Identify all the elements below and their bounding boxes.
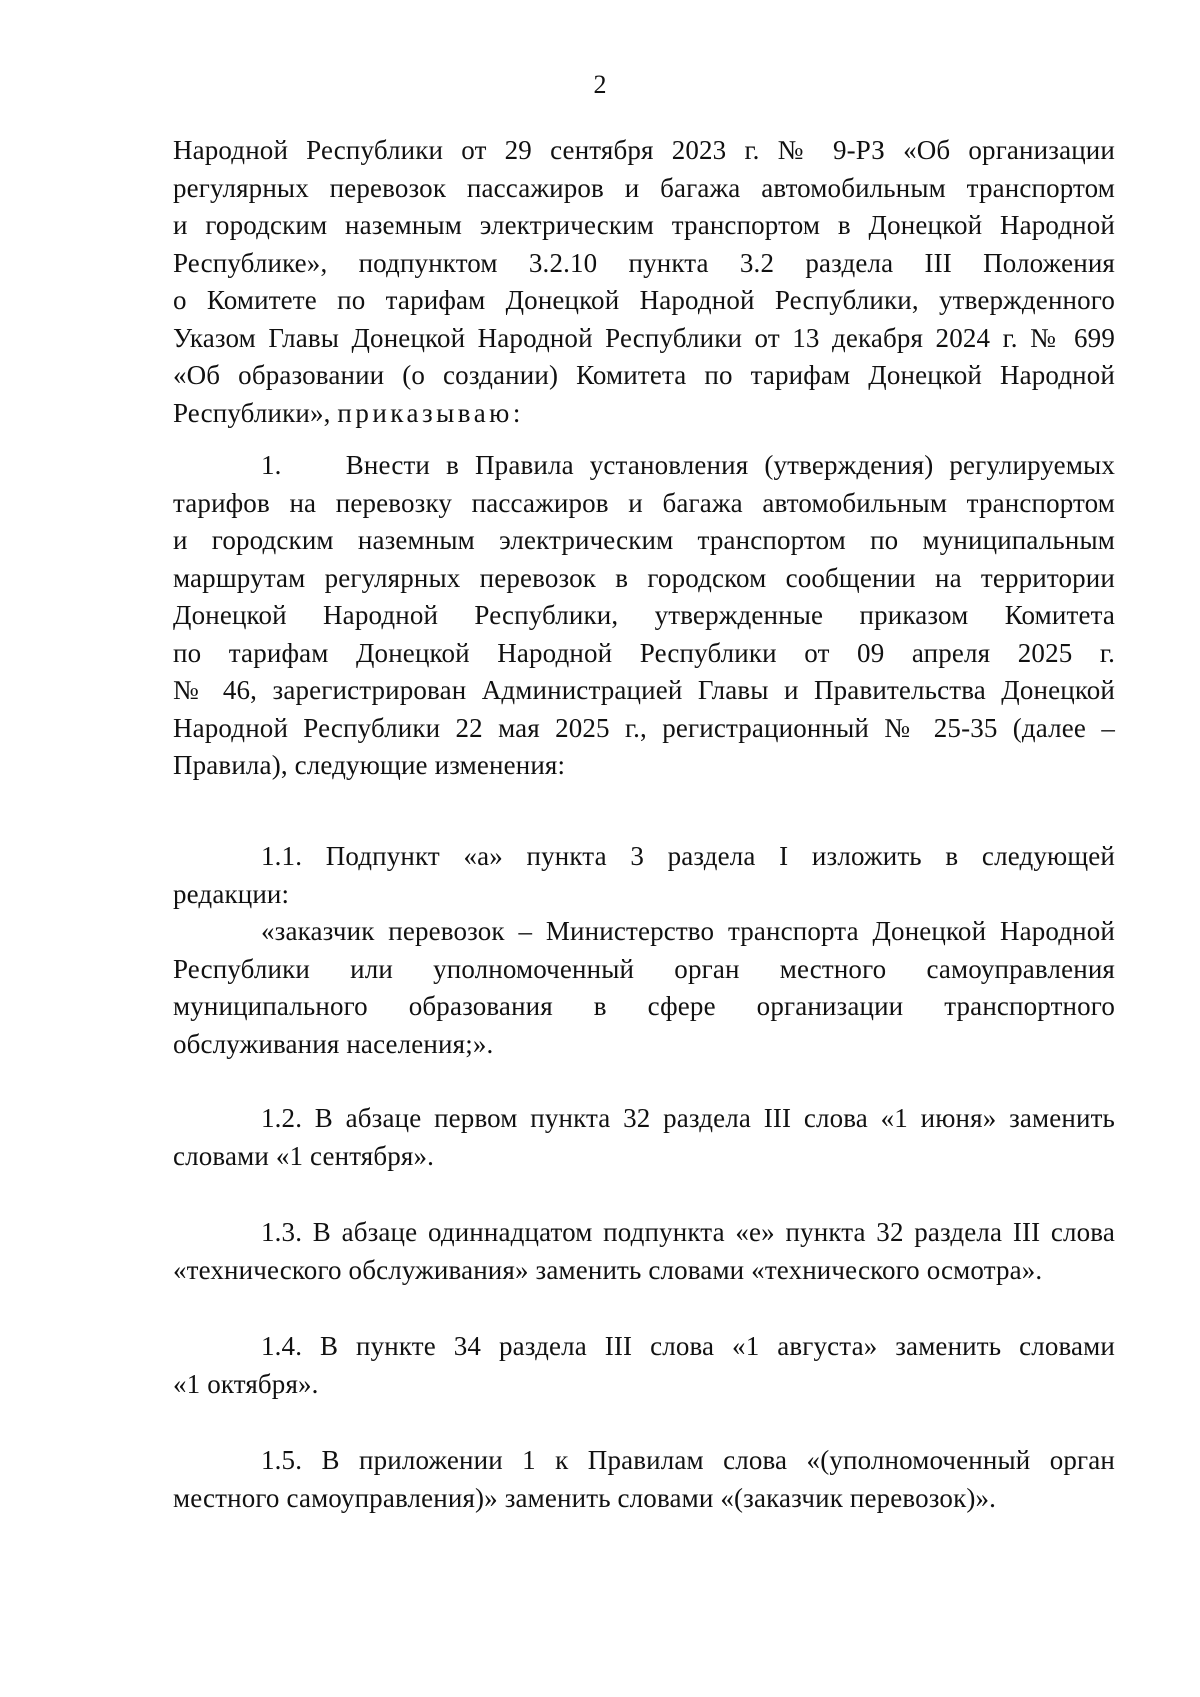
text-line: «1 октября». — [173, 1368, 319, 1399]
text-line: редакции: — [173, 878, 290, 909]
item-1-2-paragraph — [173, 1100, 1115, 1175]
intro-paragraph — [173, 132, 1115, 432]
page-number: 2 — [593, 70, 607, 99]
text-line: Народной Республики от 29 сентября 2023 г. № 9-РЗ «Об организации — [173, 135, 1115, 165]
text-line: о Комитете по тарифам Донецкой Народной Республики, утвержденного — [173, 285, 1115, 315]
text-line: словами «1 сентября». — [173, 1140, 435, 1171]
text-line: 1.4. В пункте 34 раздела III слова «1 августа» заменить словами — [261, 1331, 1115, 1361]
text-line: 1.2. В абзаце первом пункта 32 раздела III слова «1 июня» заменить — [261, 1103, 1115, 1133]
text-line: Народной Республики 22 мая 2025 г., регистрационный № 25-35 (далее – — [173, 712, 1115, 743]
order-word: приказываю — [337, 397, 513, 428]
text-line: и городским наземным электрическим транспортом в Донецкой Народной — [173, 210, 1115, 240]
text-line: муниципального образования в сфере организации транспортного — [173, 991, 1115, 1021]
text-line: 1.3. В абзаце одиннадцатом подпункта «е» пункта 32 раздела III слова — [261, 1217, 1115, 1247]
item-1-paragraph — [173, 447, 1115, 785]
text-line: 1.5. В приложении 1 к Правилам слова «(уполномоченный орган — [261, 1445, 1115, 1475]
text-line: регулярных перевозок пассажиров и багажа автомобильным транспортом — [173, 172, 1115, 203]
text-line: «технического обслуживания» заменить словами «технического осмотра». — [173, 1254, 1043, 1285]
text-line: местного самоуправления)» заменить словами «(заказчик перевозок)». — [173, 1482, 997, 1513]
text-line: Донецкой Народной Республики, утвержденные приказом Комитета — [173, 600, 1115, 630]
text-line: по тарифам Донецкой Народной Республики от 09 апреля 2025 г. — [173, 637, 1115, 668]
text-line: Республики или уполномоченный орган местного самоуправления — [173, 953, 1115, 984]
item-1-1-paragraph — [173, 838, 1115, 913]
text-line: тарифов на перевозку пассажиров и багажа автомобильным транспортом — [173, 487, 1115, 518]
text-line: 1.1. Подпункт «а» пункта 3 раздела I изложить в следующей — [261, 841, 1115, 871]
text-line: Республике», подпунктом 3.2.10 пункта 3.2 раздела III Положения — [173, 247, 1115, 278]
item-1-5-paragraph — [173, 1442, 1115, 1517]
order-prefix: Республики», — [173, 397, 338, 428]
text-line: маршрутам регулярных перевозок в городском сообщении на территории — [173, 562, 1115, 593]
text-line-order — [173, 395, 1115, 433]
text-line: 1. Внести в Правила установления (утверждения) регулируемых — [261, 450, 1115, 480]
text-line: обслуживания населения;». — [173, 1028, 494, 1059]
text-line: Правила), следующие изменения: — [173, 750, 566, 780]
text-line: «Об образовании (о создании) Комитета по тарифам Донецкой Народной — [173, 360, 1115, 390]
text-line: № 46, зарегистрирован Администрацией Главы и Правительства Донецкой — [173, 675, 1115, 705]
item-1-4-paragraph — [173, 1328, 1115, 1403]
text-line: Указом Главы Донецкой Народной Республики от 13 декабря 2024 г. № 699 — [173, 322, 1115, 353]
item-1-3-paragraph — [173, 1214, 1115, 1289]
order-suffix: : — [512, 397, 521, 428]
text-line: «заказчик перевозок – Министерство транспорта Донецкой Народной — [261, 916, 1115, 946]
text-line: и городским наземным электрическим транспортом по муниципальным — [173, 525, 1115, 555]
item-1-1-quote — [173, 913, 1115, 1063]
